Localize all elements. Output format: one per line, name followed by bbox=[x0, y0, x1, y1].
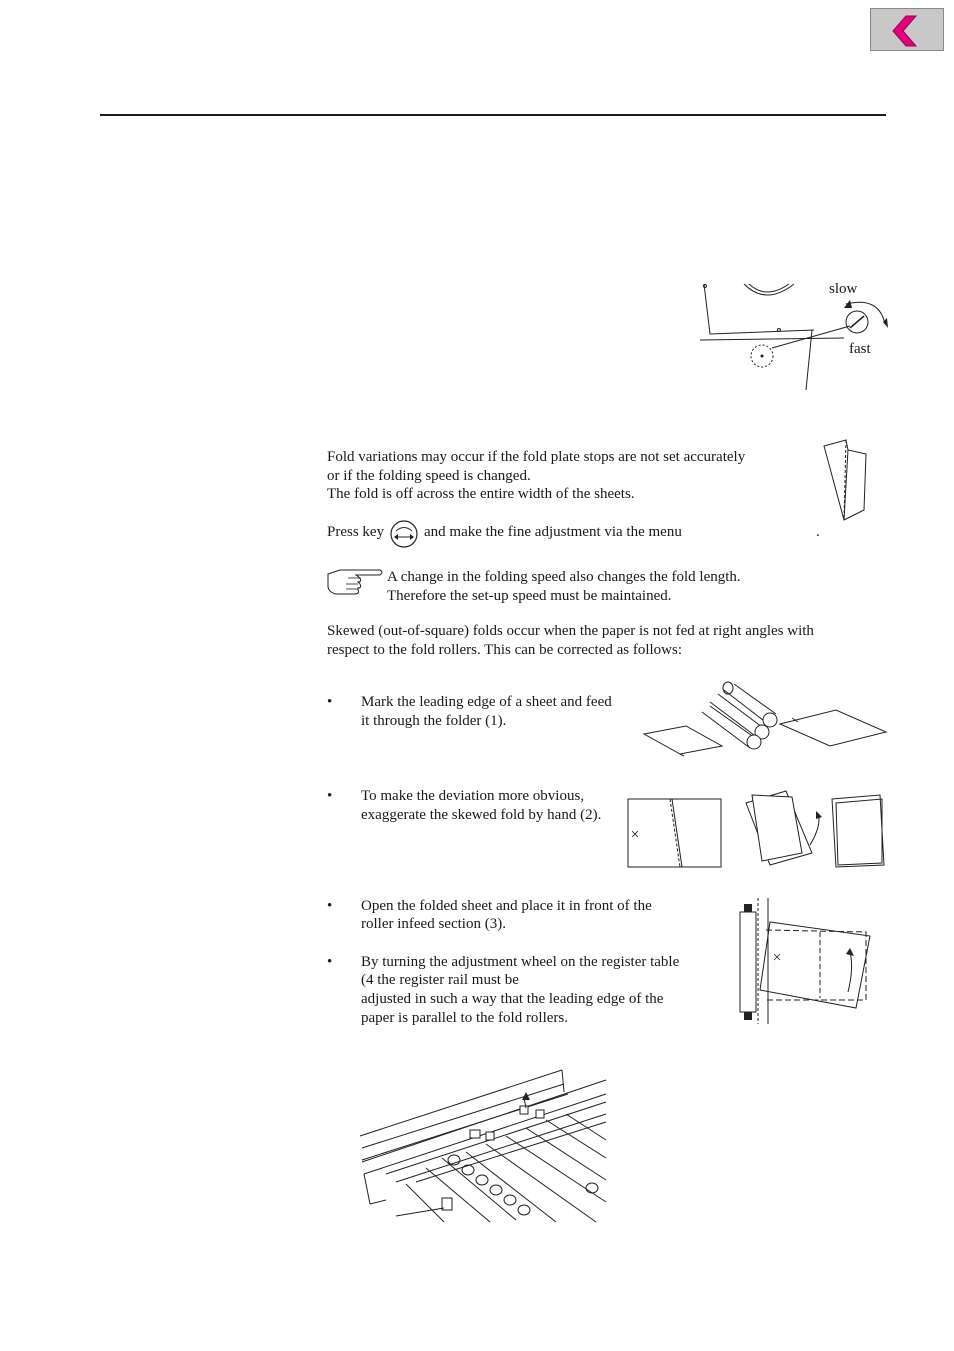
skew-line-1: Skewed (out-of-square) folds occur when the paper is not fed at right angles with bbox=[327, 623, 814, 639]
step-3-line-2: roller infeed section (3). bbox=[361, 916, 506, 932]
press-key-text: Press key bbox=[327, 524, 385, 540]
speed-adjust-figure bbox=[694, 278, 894, 393]
step-2-line-2: exaggerate the skewed fold by hand (2). bbox=[361, 807, 602, 823]
step-2-bullet: • bbox=[327, 788, 333, 804]
step-1-line-1: Mark the leading edge of a sheet and feed bbox=[361, 694, 612, 710]
exaggerate-fold-figure bbox=[626, 789, 891, 869]
step-4-line-3: adjusted in such a way that the leading edge of the bbox=[361, 991, 664, 1007]
step-3-line-1: Open the folded sheet and place it in front of the bbox=[361, 898, 652, 914]
press-key-suffix: and make the fine adjustment via the menu bbox=[424, 524, 682, 540]
sheet-alignment-figure bbox=[738, 896, 878, 1026]
step-4-line-2: (4 the register rail must be bbox=[361, 972, 519, 988]
pointing-hand-icon bbox=[326, 566, 384, 598]
folded-sheet-figure bbox=[820, 438, 870, 523]
note-line-1: A change in the folding speed also changes the fold length. bbox=[387, 569, 741, 585]
step-4-line-4: paper is parallel to the fold rollers. bbox=[361, 1010, 569, 1026]
slow-label: slow bbox=[829, 281, 858, 297]
step-2-line-1: To make the deviation more obvious, bbox=[361, 788, 585, 804]
fast-label: fast bbox=[849, 341, 871, 357]
fold-adjust-key-icon[interactable] bbox=[389, 519, 419, 549]
fold-variation-line-2: or if the folding speed is changed. bbox=[327, 468, 531, 484]
step-3-bullet: • bbox=[327, 898, 333, 914]
step-4-bullet: • bbox=[327, 954, 333, 970]
fold-variation-line-3: The fold is off across the entire width of the sheets. bbox=[327, 486, 635, 502]
press-key-end: . bbox=[816, 524, 820, 540]
step-1-bullet: • bbox=[327, 694, 333, 710]
fold-variation-line-1: Fold variations may occur if the fold plate stops are not set accurately bbox=[327, 449, 746, 465]
step-1-line-2: it through the folder (1). bbox=[361, 713, 507, 729]
back-button[interactable] bbox=[870, 8, 944, 51]
register-table-figure bbox=[356, 1062, 616, 1237]
note-line-2: Therefore the set-up speed must be maintained. bbox=[387, 588, 672, 604]
skew-line-2: respect to the fold rollers. This can be corrected as follows: bbox=[327, 642, 683, 658]
step-4-line-1: By turning the adjustment wheel on the register table bbox=[361, 954, 680, 970]
chevron-left-icon bbox=[871, 9, 945, 52]
header-rule bbox=[100, 114, 886, 116]
feed-through-folder-figure bbox=[640, 680, 890, 760]
